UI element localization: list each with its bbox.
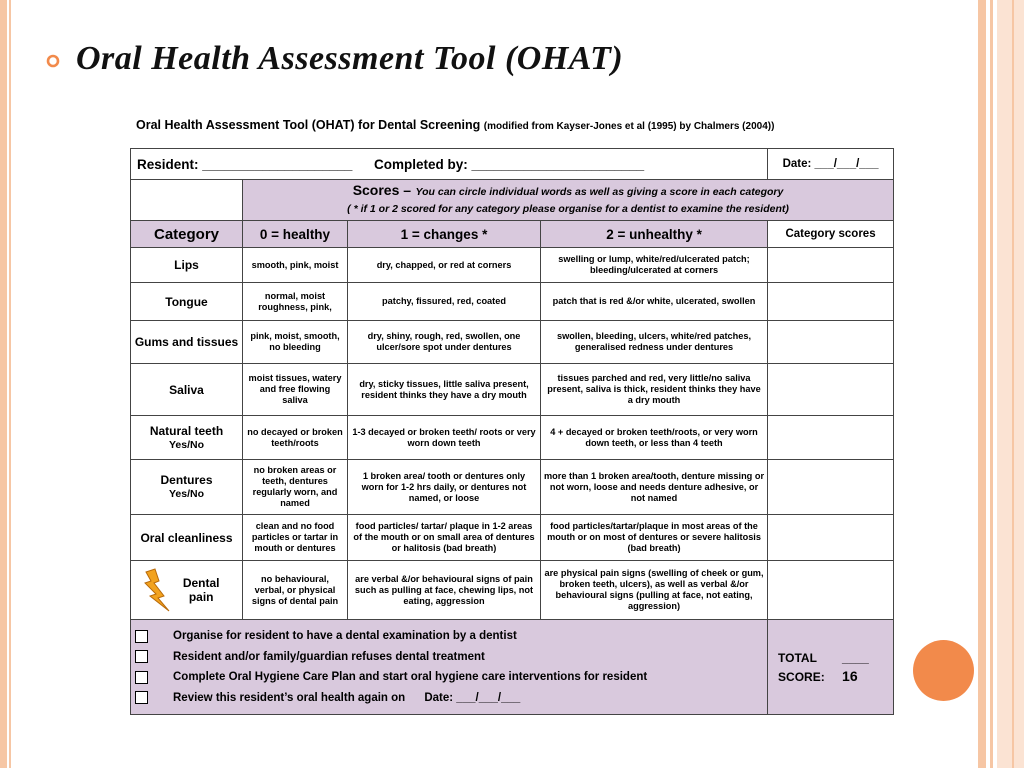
category-subtext: Yes/No: [168, 488, 205, 500]
cell-changes: food particles/ tartar/ plaque in 1-2 areas of the mouth or on small area of dentures or halitosis (bad breath): [348, 515, 541, 561]
score-input-dental-pain[interactable]: [768, 561, 894, 620]
score-input-natural-teeth[interactable]: [768, 416, 894, 460]
cell-healthy: no behavioural, verbal, or physical signs of dental pain: [243, 561, 348, 620]
category-dental-pain: [131, 561, 243, 620]
table-row: [131, 321, 894, 364]
total-score-value[interactable]: 16: [842, 667, 858, 684]
checkbox[interactable]: [135, 650, 148, 663]
total-score-panel: [768, 620, 894, 715]
right-stripe-1: [978, 0, 986, 768]
score-input-lips[interactable]: [768, 248, 894, 283]
category-natural-teeth: [131, 416, 243, 460]
right-stripe-3: [997, 0, 1024, 768]
scores-row: [131, 180, 894, 221]
header-category: Category: [131, 221, 243, 248]
document-title-note: (modified from Kayser-Jones et al (1995) by Chalmers (2004)): [483, 121, 775, 132]
action-label: Complete Oral Hygiene Care Plan and start oral hygiene care interventions for resident: [173, 671, 648, 684]
cell-unhealthy: food particles/tartar/plaque in most areas of the mouth or on most of dentures or severe halitosis (bad breath): [541, 515, 768, 561]
category-name: Dental pain: [182, 576, 220, 604]
right-stripe-4: [1012, 0, 1014, 768]
completed-by-field[interactable]: Completed by: _______________________: [373, 156, 645, 172]
score-input-gums[interactable]: [768, 321, 894, 364]
table-row: [131, 561, 894, 620]
cell-unhealthy: 4 + decayed or broken teeth/roots, or very worn down teeth, or less than 4 teeth: [541, 416, 768, 460]
category-saliva: [131, 364, 243, 416]
checkbox[interactable]: [135, 671, 148, 684]
left-edge-stripe: [0, 0, 7, 768]
table-row: [131, 515, 894, 561]
header-unhealthy: 2 = unhealthy *: [541, 221, 768, 248]
cell-changes: 1-3 decayed or broken teeth/ roots or very worn down teeth: [348, 416, 541, 460]
cell-healthy: clean and no food particles or tartar in mouth or dentures: [243, 515, 348, 561]
cell-unhealthy: more than 1 broken area/tooth, denture missing or not worn, loose and needs denture adhesive, or not named: [541, 460, 768, 515]
cell-changes: 1 broken area/ tooth or dentures only worn for 1-2 hrs daily, or dentures not named, or loose: [348, 460, 541, 515]
document-title-text: Oral Health Assessment Tool (OHAT) for Dental Screening: [136, 118, 481, 132]
cell-unhealthy: patch that is red &/or white, ulcerated, swollen: [541, 283, 768, 321]
scores-title: Scores –: [352, 182, 412, 198]
resident-field[interactable]: Resident: ____________________: [137, 156, 353, 172]
category-subtext: Yes/No: [168, 438, 205, 451]
cell-unhealthy: are physical pain signs (swelling of cheek or gum, broken teeth, ulcers), as well as verbal &/or behavioural signs (pulling at face, not eating, aggression): [541, 561, 768, 620]
right-stripe-2: [990, 0, 993, 768]
scores-banner: [243, 180, 894, 221]
blank-cell: [131, 180, 243, 221]
cell-changes: dry, sticky tissues, little saliva present, resident thinks they have a dry mouth: [348, 364, 541, 416]
cell-unhealthy: swollen, bleeding, ulcers, white/red patches, generalised redness under dentures: [541, 321, 768, 364]
category-name: Tongue: [165, 294, 208, 309]
cell-changes: are verbal &/or behavioural signs of pain such as pulling at face, chewing lips, not eating, aggression: [348, 561, 541, 620]
category-gums: [131, 321, 243, 364]
category-name: Lips: [174, 258, 199, 272]
bullet-icon: [46, 54, 60, 68]
checkbox[interactable]: [135, 691, 148, 704]
total-line: ____: [842, 650, 869, 665]
cell-healthy: pink, moist, smooth, no bleeding: [243, 321, 348, 364]
cell-unhealthy: swelling or lump, white/red/ulcerated patch; bleeding/ulcerated at corners: [541, 248, 768, 283]
score-input-saliva[interactable]: [768, 364, 894, 416]
cell-changes: patchy, fissured, red, coated: [348, 283, 541, 321]
actions-panel: [131, 620, 768, 715]
category-name: Natural teeth: [149, 423, 224, 438]
table-row: [131, 283, 894, 321]
resident-cell: [131, 149, 768, 180]
cell-changes: dry, chapped, or red at corners: [348, 248, 541, 283]
category-oral-cleanliness: [131, 515, 243, 561]
cell-healthy: no decayed or broken teeth/roots: [243, 416, 348, 460]
category-name: Oral cleanliness: [140, 530, 233, 545]
category-name: Gums and tissues: [134, 335, 239, 349]
decorative-circle: [913, 640, 974, 701]
scores-subtitle: You can circle individual words as well as giving a score in each category: [415, 186, 784, 198]
table-row: [131, 248, 894, 283]
table-row: [131, 460, 894, 515]
action-label: Organise for resident to have a dental examination by a dentist: [173, 630, 517, 643]
action-item[interactable]: [135, 667, 763, 688]
left-edge-line: [9, 0, 11, 768]
category-tongue: [131, 283, 243, 321]
slide-title: Oral Health Assessment Tool (OHAT): [76, 40, 624, 77]
header-changes: 1 = changes *: [348, 221, 541, 248]
header-healthy: 0 = healthy: [243, 221, 348, 248]
action-label: Resident and/or family/guardian refuses dental treatment: [173, 650, 485, 663]
table-row: [131, 364, 894, 416]
header-row: [131, 221, 894, 248]
action-item[interactable]: [135, 688, 763, 709]
ohat-table: [130, 148, 894, 715]
document-title: [136, 118, 774, 132]
lightning-bolt-icon: [144, 568, 170, 612]
category-lips: [131, 248, 243, 283]
cell-unhealthy: tissues parched and red, very little/no saliva present, saliva is thick, resident thinks they have a dry mouth: [541, 364, 768, 416]
score-input-dentures[interactable]: [768, 460, 894, 515]
cell-healthy: smooth, pink, moist: [243, 248, 348, 283]
table-row: [131, 416, 894, 460]
score-input-oral-cleanliness[interactable]: [768, 515, 894, 561]
resident-row: [131, 149, 894, 180]
cell-changes: dry, shiny, rough, red, swollen, one ulcer/sore spot under dentures: [348, 321, 541, 364]
action-item[interactable]: [135, 626, 763, 647]
category-name: Saliva: [169, 382, 204, 397]
actions-row: [131, 620, 894, 715]
score-label: SCORE:: [778, 669, 825, 684]
header-category-scores: Category scores: [768, 221, 894, 248]
date-field[interactable]: Date: ___/___/___: [768, 149, 894, 180]
action-item[interactable]: [135, 647, 763, 668]
action-label: Review this resident’s oral health again on Date: ___/___/___: [173, 691, 521, 704]
cell-healthy: no broken areas or teeth, dentures regularly worn, and named: [243, 460, 348, 515]
total-label: TOTAL: [778, 650, 817, 665]
cell-healthy: normal, moist roughness, pink,: [243, 283, 348, 321]
checkbox[interactable]: [135, 630, 148, 643]
scores-note: ( * if 1 or 2 scored for any category please organise for a dentist to examine the resident): [347, 203, 789, 215]
category-dentures: [131, 460, 243, 515]
cell-healthy: moist tissues, watery and free flowing saliva: [243, 364, 348, 416]
ohat-document: [130, 112, 894, 706]
score-input-tongue[interactable]: [768, 283, 894, 321]
category-name: Dentures: [160, 473, 213, 487]
